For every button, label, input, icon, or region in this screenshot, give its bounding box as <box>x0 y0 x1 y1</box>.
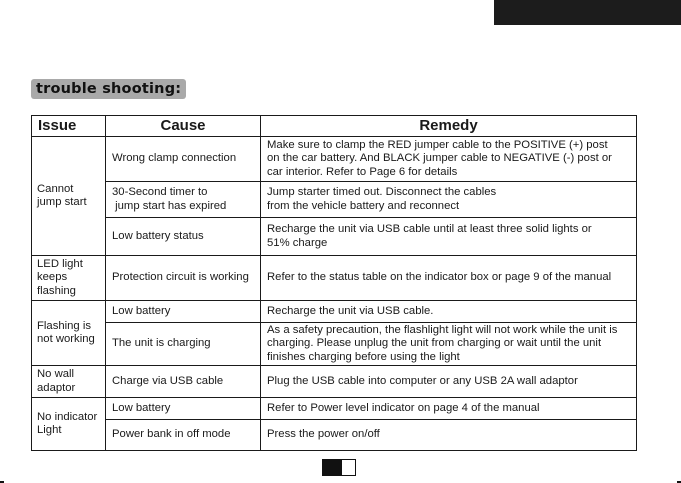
table-row <box>32 301 637 323</box>
cause-cell: The unit is charging <box>106 323 261 366</box>
cause-cell: Charge via USB cable <box>106 366 261 398</box>
table-row <box>32 420 637 451</box>
remedy-cell: Make sure to clamp the RED jumper cable to the POSITIVE (+) post on the car battery. And BLACK jumper cable to NEGATIVE (-) post or car interior. Refer to Page 6 for details <box>261 137 637 182</box>
remedy-cell: Recharge the unit via USB cable until at least three solid lights or 51% charge <box>261 218 637 256</box>
issue-cell: LED light keeps flashing <box>32 256 106 301</box>
cause-cell: Wrong clamp connection <box>106 137 261 182</box>
table-row <box>32 398 637 420</box>
issue-cell: No indicator Light <box>32 398 106 451</box>
remedy-cell: Refer to Power level indicator on page 4 of the manual <box>261 398 637 420</box>
issue-cell: No wall adaptor <box>32 366 106 398</box>
page-marker-fill <box>323 460 342 475</box>
table-row <box>32 218 637 256</box>
table-row <box>32 137 637 182</box>
issue-cell: Cannot jump start <box>32 137 106 256</box>
cause-cell: Low battery <box>106 301 261 323</box>
troubleshooting-table <box>31 115 637 451</box>
section-title: trouble shooting: <box>31 79 186 99</box>
cause-cell: Low battery <box>106 398 261 420</box>
remedy-cell: Plug the USB cable into computer or any USB 2A wall adaptor <box>261 366 637 398</box>
table-row <box>32 182 637 218</box>
remedy-cell: Refer to the status table on the indicator box or page 9 of the manual <box>261 256 637 301</box>
cause-cell: 30-Second timer to jump start has expired <box>106 182 261 218</box>
table-header-row <box>32 116 637 137</box>
table-row <box>32 366 637 398</box>
remedy-cell: Recharge the unit via USB cable. <box>261 301 637 323</box>
header-corner-bar <box>494 0 681 25</box>
remedy-cell: Jump starter timed out. Disconnect the cables from the vehicle battery and reconnect <box>261 182 637 218</box>
header-remedy: Remedy <box>261 116 637 137</box>
table-row <box>32 256 637 301</box>
header-cause: Cause <box>106 116 261 137</box>
cause-cell: Protection circuit is working <box>106 256 261 301</box>
remedy-cell: Press the power on/off <box>261 420 637 451</box>
table-row <box>32 323 637 366</box>
cause-cell: Low battery status <box>106 218 261 256</box>
remedy-cell: As a safety precaution, the flashlight light will not work while the unit is charging. Please unplug the unit from charging or wait until the unit finishes charging before using the light <box>261 323 637 366</box>
issue-cell: Flashing is not working <box>32 301 106 366</box>
header-issue: Issue <box>32 116 106 137</box>
page-marker <box>322 459 356 476</box>
cause-cell: Power bank in off mode <box>106 420 261 451</box>
